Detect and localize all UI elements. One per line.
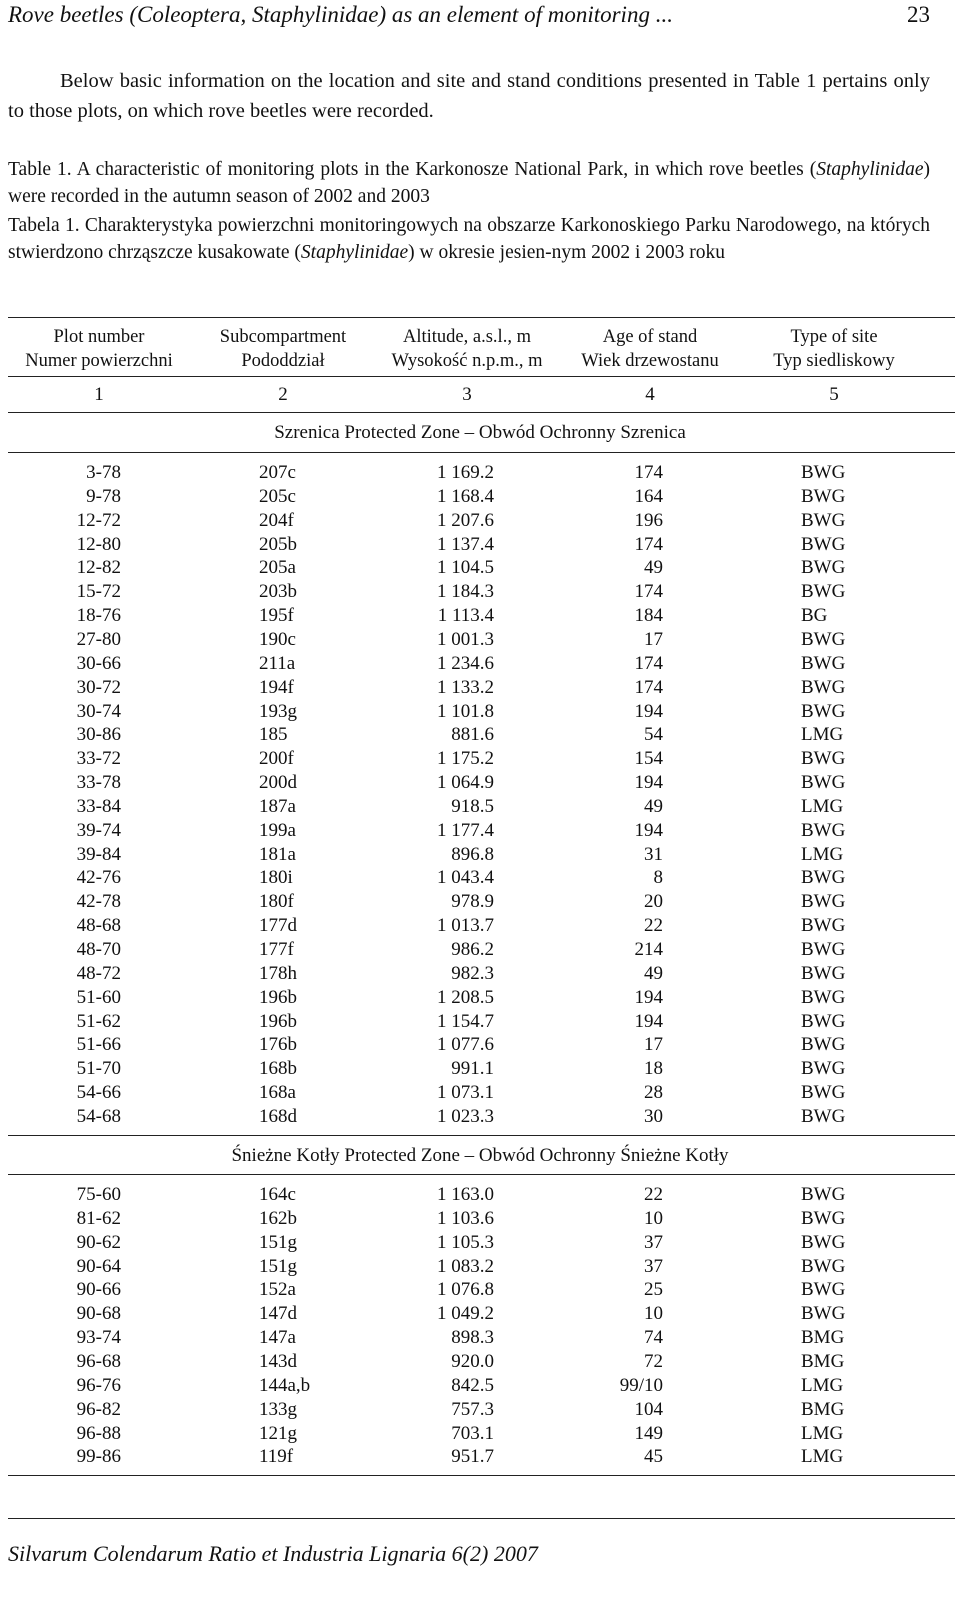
running-head-title: Rove beetles (Coleoptera, Staphylinidae) as an element of monitoring ... bbox=[8, 2, 673, 27]
plot-number-cell: 3-78 bbox=[86, 462, 121, 483]
plot-number-cell: 12-72 bbox=[76, 509, 121, 531]
table-row bbox=[0, 724, 960, 748]
plot-number-cell: 27-80 bbox=[76, 628, 121, 650]
altitude-cell: 1 113.4 bbox=[437, 605, 494, 627]
site-type-cell: BWG bbox=[801, 939, 846, 960]
altitude-cell: 920.0 bbox=[451, 1350, 494, 1372]
age-cell: 10 bbox=[644, 1207, 663, 1229]
header-type-of-site bbox=[773, 325, 895, 373]
plot-number-cell: 48-68 bbox=[76, 915, 121, 937]
table-row bbox=[0, 1082, 960, 1106]
table-row bbox=[0, 963, 960, 987]
age-cell: 194 bbox=[634, 772, 663, 794]
altitude-cell: 1 208.5 bbox=[437, 986, 494, 1008]
table-row bbox=[0, 1375, 960, 1399]
header-type-en: Type of site bbox=[790, 327, 878, 347]
table-row bbox=[0, 581, 960, 605]
altitude-cell: 1 105.3 bbox=[437, 1231, 494, 1253]
plot-number-cell: 51-70 bbox=[76, 1058, 121, 1080]
page-number: 23 bbox=[907, 2, 930, 27]
table-row bbox=[0, 867, 960, 891]
subcompartment-cell: 180i bbox=[259, 867, 293, 889]
plot-number-cell: 81-62 bbox=[76, 1207, 121, 1229]
plot-number-cell: 48-70 bbox=[76, 939, 121, 960]
subcompartment-cell: 151g bbox=[259, 1231, 297, 1253]
altitude-cell: 1 104.5 bbox=[437, 557, 494, 579]
plot-number-cell: 51-60 bbox=[76, 986, 121, 1008]
age-cell: 184 bbox=[634, 605, 663, 627]
subcompartment-cell: 178h bbox=[259, 962, 297, 984]
site-type-cell: BWG bbox=[801, 485, 846, 507]
altitude-cell: 1 001.3 bbox=[437, 628, 494, 650]
altitude-cell: 1 163.0 bbox=[437, 1184, 494, 1205]
altitude-cell: 1 076.8 bbox=[437, 1279, 494, 1301]
plot-number-cell: 12-80 bbox=[76, 533, 121, 555]
header-plot-number bbox=[25, 325, 172, 373]
table-row bbox=[0, 1256, 960, 1280]
altitude-cell: 757.3 bbox=[451, 1398, 494, 1420]
header-plot-number-en: Plot number bbox=[53, 327, 145, 347]
age-cell: 25 bbox=[644, 1279, 663, 1301]
subcompartment-cell: 205c bbox=[259, 485, 296, 507]
plot-number-cell: 90-62 bbox=[76, 1231, 121, 1253]
subcompartment-cell: 152a bbox=[259, 1279, 296, 1301]
plot-number-cell: 93-74 bbox=[76, 1327, 121, 1349]
altitude-cell: 703.1 bbox=[451, 1422, 494, 1444]
table-row bbox=[0, 557, 960, 581]
plot-number-cell: 90-66 bbox=[76, 1279, 121, 1301]
plot-number-cell: 90-64 bbox=[76, 1255, 121, 1277]
site-type-cell: BWG bbox=[801, 1082, 846, 1104]
header-age-of-stand bbox=[581, 325, 718, 373]
site-type-cell: LMG bbox=[801, 1422, 844, 1444]
site-type-cell: BWG bbox=[801, 891, 846, 913]
header-altitude-en: Altitude, a.s.l., m bbox=[403, 327, 531, 347]
table-row bbox=[0, 1279, 960, 1303]
plot-number-cell: 51-62 bbox=[76, 1010, 121, 1032]
altitude-cell: 842.5 bbox=[451, 1374, 494, 1396]
site-type-cell: LMG bbox=[801, 1374, 844, 1396]
site-type-cell: BWG bbox=[801, 772, 846, 794]
subcompartment-cell: 147a bbox=[259, 1327, 296, 1349]
age-cell: 49 bbox=[644, 557, 663, 579]
header-age-en: Age of stand bbox=[602, 327, 698, 347]
altitude-cell: 1 077.6 bbox=[437, 1034, 494, 1056]
table-row bbox=[0, 629, 960, 653]
plot-number-cell: 51-66 bbox=[76, 1034, 121, 1056]
plot-number-cell: 75-60 bbox=[76, 1184, 121, 1205]
subcompartment-cell: 168b bbox=[259, 1058, 297, 1080]
subcompartment-cell: 207c bbox=[259, 462, 296, 483]
site-type-cell: BWG bbox=[801, 915, 846, 937]
age-cell: 149 bbox=[634, 1422, 663, 1444]
site-type-cell: BWG bbox=[801, 652, 846, 674]
table-row bbox=[0, 1034, 960, 1058]
subcompartment-cell: 168d bbox=[259, 1105, 297, 1127]
site-type-cell: BMG bbox=[801, 1398, 845, 1420]
caption-pl-taxon: Staphylinidae bbox=[300, 242, 409, 263]
table-row bbox=[0, 939, 960, 963]
table-row bbox=[0, 1208, 960, 1232]
site-type-cell: BWG bbox=[801, 1231, 846, 1253]
subcompartment-cell: 151g bbox=[259, 1255, 297, 1277]
site-type-cell: BWG bbox=[801, 700, 846, 722]
header-altitude-pl: Wysokość n.p.m., m bbox=[391, 351, 543, 371]
subcompartment-cell: 133g bbox=[259, 1398, 297, 1420]
age-cell: 10 bbox=[644, 1303, 663, 1325]
column-number-rule bbox=[8, 412, 955, 413]
age-cell: 37 bbox=[644, 1231, 663, 1253]
header-subcompartment-pl: Pododdział bbox=[241, 351, 325, 371]
age-cell: 22 bbox=[644, 1184, 663, 1205]
altitude-cell: 1 043.4 bbox=[437, 867, 494, 889]
altitude-cell: 1 169.2 bbox=[437, 462, 494, 483]
table-row bbox=[0, 701, 960, 725]
subcompartment-cell: 143d bbox=[259, 1350, 297, 1372]
site-type-cell: BG bbox=[801, 605, 828, 627]
table-row bbox=[0, 653, 960, 677]
site-type-cell: BMG bbox=[801, 1350, 845, 1372]
column-number-3: 3 bbox=[462, 384, 472, 405]
altitude-cell: 978.9 bbox=[451, 891, 494, 913]
age-cell: 174 bbox=[634, 652, 663, 674]
plot-number-cell: 96-88 bbox=[76, 1422, 121, 1444]
subcompartment-cell: 196b bbox=[259, 1010, 297, 1032]
header-type-pl: Typ siedliskowy bbox=[773, 351, 895, 371]
subcompartment-cell: 181a bbox=[259, 843, 296, 865]
table-row bbox=[0, 1106, 960, 1130]
age-cell: 194 bbox=[634, 700, 663, 722]
altitude-cell: 991.1 bbox=[451, 1058, 494, 1080]
site-type-cell: BWG bbox=[801, 1184, 846, 1205]
altitude-cell: 1 177.4 bbox=[437, 819, 494, 841]
altitude-cell: 918.5 bbox=[451, 795, 494, 817]
age-cell: 194 bbox=[634, 986, 663, 1008]
altitude-cell: 1 064.9 bbox=[437, 772, 494, 794]
site-type-cell: BWG bbox=[801, 1034, 846, 1056]
age-cell: 45 bbox=[644, 1446, 663, 1468]
table-row bbox=[0, 1058, 960, 1082]
site-type-cell: BWG bbox=[801, 819, 846, 841]
table-row bbox=[0, 510, 960, 534]
table-row bbox=[0, 1011, 960, 1035]
table-row bbox=[0, 1327, 960, 1351]
site-type-cell: BWG bbox=[801, 462, 846, 483]
table-row bbox=[0, 987, 960, 1011]
subcompartment-cell: 119f bbox=[259, 1446, 294, 1468]
subcompartment-cell: 200d bbox=[259, 772, 297, 794]
age-cell: 154 bbox=[634, 748, 663, 770]
site-type-cell: BWG bbox=[801, 676, 846, 698]
age-cell: 174 bbox=[634, 462, 663, 483]
table-row bbox=[0, 677, 960, 701]
plot-number-cell: 54-66 bbox=[76, 1082, 121, 1104]
plot-number-cell: 99-86 bbox=[76, 1446, 121, 1468]
table-bottom-rule bbox=[8, 1475, 955, 1476]
column-number-5: 5 bbox=[829, 384, 839, 405]
running-head bbox=[8, 2, 930, 32]
plot-number-cell: 12-82 bbox=[76, 557, 121, 579]
subcompartment-cell: 203b bbox=[259, 581, 297, 603]
subcompartment-cell: 211a bbox=[259, 652, 296, 674]
age-cell: 18 bbox=[644, 1058, 663, 1080]
age-cell: 49 bbox=[644, 962, 663, 984]
site-type-cell: BWG bbox=[801, 533, 846, 555]
header-age-pl: Wiek drzewostanu bbox=[581, 351, 719, 371]
altitude-cell: 1 137.4 bbox=[437, 533, 494, 555]
table-row bbox=[0, 748, 960, 772]
age-cell: 8 bbox=[653, 867, 663, 889]
site-type-cell: BWG bbox=[801, 1255, 846, 1277]
subcompartment-cell: 162b bbox=[259, 1207, 297, 1229]
age-cell: 49 bbox=[644, 795, 663, 817]
site-type-cell: BWG bbox=[801, 1303, 846, 1325]
zone-rule-szrenica bbox=[8, 452, 955, 453]
header-rule bbox=[8, 376, 955, 377]
subcompartment-cell: 200f bbox=[259, 748, 294, 770]
caption-en-taxon: Staphylinidae bbox=[816, 159, 924, 180]
table-row bbox=[0, 1303, 960, 1327]
plot-number-cell: 42-76 bbox=[76, 867, 121, 889]
altitude-cell: 1 083.2 bbox=[437, 1255, 494, 1277]
site-type-cell: BWG bbox=[801, 867, 846, 889]
subcompartment-cell: 144a,b bbox=[259, 1374, 311, 1396]
subcompartment-cell: 164c bbox=[259, 1184, 296, 1205]
plot-number-cell: 39-74 bbox=[76, 819, 121, 841]
caption-pl-text: Tabela 1. Charakterystyka powierzchni monitoringowych na obszarze Karkonoskiego Parku Narodowego, na których stwierdzono chrząszcze kusakowate ( bbox=[8, 215, 930, 263]
table-row bbox=[0, 796, 960, 820]
plot-number-cell: 9-78 bbox=[86, 485, 121, 507]
altitude-cell: 1 049.2 bbox=[437, 1303, 494, 1325]
altitude-cell: 896.8 bbox=[451, 843, 494, 865]
table-row bbox=[0, 1184, 960, 1208]
subcompartment-cell: 199a bbox=[259, 819, 296, 841]
age-cell: 196 bbox=[634, 509, 663, 531]
plot-number-cell: 54-68 bbox=[76, 1105, 121, 1127]
intro-paragraph: Below basic information on the location and site and stand conditions presented in Table 1 pertains only to those plots, on which rove beetles were recorded. bbox=[8, 70, 930, 122]
header-subcompartment-en: Subcompartment bbox=[219, 327, 347, 347]
altitude-cell: 1 154.7 bbox=[437, 1010, 494, 1032]
table-row bbox=[0, 772, 960, 796]
subcompartment-cell: 187a bbox=[259, 795, 296, 817]
subcompartment-cell: 196b bbox=[259, 986, 297, 1008]
age-cell: 72 bbox=[644, 1350, 663, 1372]
age-cell: 54 bbox=[644, 724, 663, 746]
site-type-cell: BWG bbox=[801, 1279, 846, 1301]
caption-en-text: Table 1. A characteristic of monitoring plots in the Karkonosze National Park, in which rove beetles ( bbox=[8, 159, 817, 180]
age-cell: 22 bbox=[644, 915, 663, 937]
altitude-cell: 1 101.8 bbox=[437, 700, 494, 722]
plot-number-cell: 30-86 bbox=[76, 724, 121, 746]
age-cell: 30 bbox=[644, 1105, 663, 1127]
zone-rule-sniezne-kotly bbox=[8, 1174, 955, 1175]
header-subcompartment bbox=[220, 325, 346, 373]
altitude-cell: 1 168.4 bbox=[437, 485, 494, 507]
age-cell: 174 bbox=[634, 533, 663, 555]
caption-pl-text-end: ) w okresie jesien-nym 2002 i 2003 roku bbox=[408, 242, 725, 263]
subcompartment-cell: 168a bbox=[259, 1082, 296, 1104]
zone-divider-rule bbox=[8, 1135, 955, 1136]
caption-en-text-end: ) were recorded in the autumn season of 2002 and 2003 bbox=[8, 159, 930, 207]
altitude-cell: 982.3 bbox=[451, 962, 494, 984]
altitude-cell: 898.3 bbox=[451, 1327, 494, 1349]
table-caption-english bbox=[8, 156, 930, 210]
altitude-cell: 986.2 bbox=[451, 939, 494, 960]
column-number-2: 2 bbox=[278, 384, 288, 405]
header-plot-number-pl: Numer powierzchni bbox=[25, 351, 173, 371]
table-row bbox=[0, 1446, 960, 1470]
age-cell: 28 bbox=[644, 1082, 663, 1104]
age-cell: 104 bbox=[634, 1398, 663, 1420]
header-altitude bbox=[392, 325, 543, 373]
age-cell: 194 bbox=[634, 819, 663, 841]
journal-footer: Silvarum Colendarum Ratio et Industria Lignaria 6(2) 2007 bbox=[8, 1541, 538, 1566]
table-row bbox=[0, 605, 960, 629]
age-cell: 17 bbox=[644, 628, 663, 650]
table-row bbox=[0, 1399, 960, 1423]
table-row bbox=[0, 462, 960, 486]
zone-title-sniezne-kotly: Śnieżne Kotły Protected Zone – Obwód Ochronny Śnieżne Kotły bbox=[231, 1145, 729, 1166]
plot-number-cell: 18-76 bbox=[76, 605, 121, 627]
age-cell: 17 bbox=[644, 1034, 663, 1056]
altitude-cell: 1 184.3 bbox=[437, 581, 494, 603]
plot-number-cell: 30-66 bbox=[76, 652, 121, 674]
subcompartment-cell: 194f bbox=[259, 676, 294, 698]
subcompartment-cell: 185 bbox=[259, 724, 288, 746]
age-cell: 174 bbox=[634, 581, 663, 603]
age-cell: 164 bbox=[634, 485, 663, 507]
column-number-1: 1 bbox=[94, 384, 104, 405]
site-type-cell: BWG bbox=[801, 557, 846, 579]
altitude-cell: 1 073.1 bbox=[437, 1082, 494, 1104]
site-type-cell: BWG bbox=[801, 581, 846, 603]
site-type-cell: LMG bbox=[801, 795, 844, 817]
table-row bbox=[0, 1232, 960, 1256]
age-cell: 74 bbox=[644, 1327, 663, 1349]
plot-number-cell: 96-68 bbox=[76, 1350, 121, 1372]
plot-number-cell: 96-76 bbox=[76, 1374, 121, 1396]
site-type-cell: BWG bbox=[801, 962, 846, 984]
table-row bbox=[0, 486, 960, 510]
age-cell: 214 bbox=[634, 939, 663, 960]
footer-rule bbox=[8, 1518, 955, 1519]
altitude-cell: 881.6 bbox=[451, 724, 494, 746]
table-top-rule bbox=[8, 317, 955, 318]
plot-number-cell: 33-72 bbox=[76, 748, 121, 770]
site-type-cell: BWG bbox=[801, 1058, 846, 1080]
site-type-cell: BWG bbox=[801, 1207, 846, 1229]
site-type-cell: LMG bbox=[801, 1446, 844, 1468]
age-cell: 194 bbox=[634, 1010, 663, 1032]
table-row bbox=[0, 915, 960, 939]
site-type-cell: BMG bbox=[801, 1327, 845, 1349]
altitude-cell: 1 103.6 bbox=[437, 1207, 494, 1229]
zone-title-szrenica: Szrenica Protected Zone – Obwód Ochronny Szrenica bbox=[274, 422, 686, 443]
subcompartment-cell: 205a bbox=[259, 557, 296, 579]
site-type-cell: LMG bbox=[801, 724, 844, 746]
altitude-cell: 1 175.2 bbox=[437, 748, 494, 770]
table-row bbox=[0, 844, 960, 868]
site-type-cell: BWG bbox=[801, 748, 846, 770]
plot-number-cell: 48-72 bbox=[76, 962, 121, 984]
age-cell: 31 bbox=[644, 843, 663, 865]
plot-number-cell: 33-84 bbox=[76, 795, 121, 817]
site-type-cell: BWG bbox=[801, 986, 846, 1008]
site-type-cell: BWG bbox=[801, 509, 846, 531]
age-cell: 99/10 bbox=[619, 1374, 663, 1396]
site-type-cell: BWG bbox=[801, 1105, 846, 1127]
subcompartment-cell: 147d bbox=[259, 1303, 297, 1325]
table-caption-polish bbox=[8, 212, 930, 266]
plot-number-cell: 30-74 bbox=[76, 700, 121, 722]
table-row bbox=[0, 1351, 960, 1375]
altitude-cell: 1 023.3 bbox=[437, 1105, 494, 1127]
altitude-cell: 1 234.6 bbox=[437, 652, 494, 674]
plot-number-cell: 33-78 bbox=[76, 772, 121, 794]
subcompartment-cell: 121g bbox=[259, 1422, 297, 1444]
subcompartment-cell: 190c bbox=[259, 628, 296, 650]
subcompartment-cell: 180f bbox=[259, 891, 294, 913]
subcompartment-cell: 177d bbox=[259, 915, 297, 937]
subcompartment-cell: 177f bbox=[259, 939, 294, 960]
age-cell: 20 bbox=[644, 891, 663, 913]
subcompartment-cell: 205b bbox=[259, 533, 297, 555]
subcompartment-cell: 204f bbox=[259, 509, 294, 531]
altitude-cell: 951.7 bbox=[451, 1446, 494, 1468]
table-row bbox=[0, 1423, 960, 1447]
site-type-cell: LMG bbox=[801, 843, 844, 865]
subcompartment-cell: 193g bbox=[259, 700, 297, 722]
plot-number-cell: 96-82 bbox=[76, 1398, 121, 1420]
altitude-cell: 1 207.6 bbox=[437, 509, 494, 531]
plot-number-cell: 15-72 bbox=[76, 581, 121, 603]
plot-number-cell: 90-68 bbox=[76, 1303, 121, 1325]
column-number-4: 4 bbox=[645, 384, 655, 405]
table-row bbox=[0, 891, 960, 915]
plot-number-cell: 30-72 bbox=[76, 676, 121, 698]
table-row bbox=[0, 534, 960, 558]
table-row bbox=[0, 820, 960, 844]
altitude-cell: 1 013.7 bbox=[437, 915, 494, 937]
subcompartment-cell: 176b bbox=[259, 1034, 297, 1056]
site-type-cell: BWG bbox=[801, 1010, 846, 1032]
site-type-cell: BWG bbox=[801, 628, 846, 650]
plot-number-cell: 42-78 bbox=[76, 891, 121, 913]
plot-number-cell: 39-84 bbox=[76, 843, 121, 865]
age-cell: 174 bbox=[634, 676, 663, 698]
subcompartment-cell: 195f bbox=[259, 605, 294, 627]
age-cell: 37 bbox=[644, 1255, 663, 1277]
altitude-cell: 1 133.2 bbox=[437, 676, 494, 698]
